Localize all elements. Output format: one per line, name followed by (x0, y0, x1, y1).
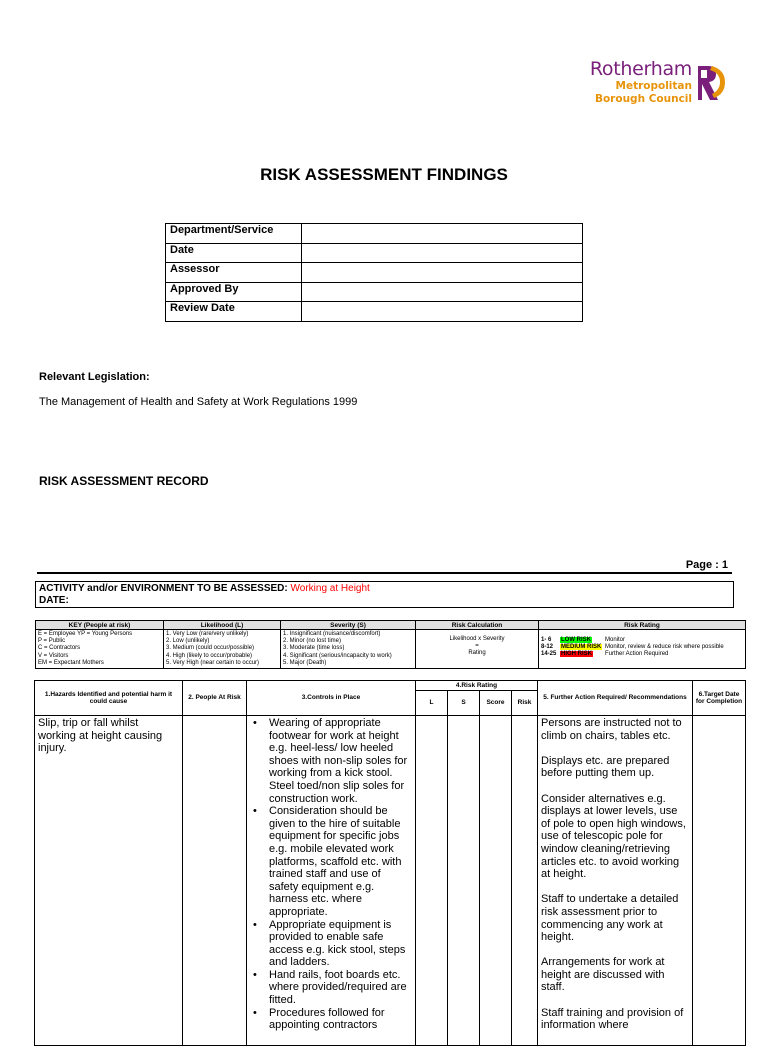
info-label: Approved By (166, 282, 302, 302)
rating-high-line (541, 651, 743, 658)
logo-r-mark-icon (696, 62, 726, 104)
info-row (166, 302, 583, 322)
key-line: 5. Major (Death) (283, 659, 327, 666)
key-header-severity: Severity (S) (281, 621, 416, 630)
key-severity-cell (281, 630, 416, 669)
key-line: 3. Moderate (time loss) (283, 645, 345, 652)
key-line: 1. Insignificant (nuisance/discomfort) (283, 631, 381, 637)
info-row (166, 224, 583, 244)
key-header-people: KEY (People at risk) (36, 621, 164, 630)
info-label: Date (166, 243, 302, 263)
header-controls: 3.Controls in Place (247, 681, 416, 716)
key-header-rating: Risk Rating (539, 621, 746, 630)
people-cell[interactable] (183, 716, 247, 1046)
activity-box (35, 581, 734, 608)
key-line: V = Visitors (38, 652, 69, 659)
key-line: EM = Expectant Mothers (38, 659, 104, 666)
legislation-label: Relevant Legislation: (39, 371, 150, 383)
key-people-cell (36, 630, 164, 669)
key-line: P = Public (38, 638, 66, 645)
header-people: 2. People At Risk (183, 681, 247, 716)
logo-text (590, 58, 692, 105)
rating-range: 14-25 (541, 651, 557, 658)
rating-label-wrap (560, 644, 605, 651)
rating-low-line (541, 637, 743, 644)
list-item: • Procedures followed for appointing contractors (250, 1007, 412, 1032)
activity-value: Working at Height (290, 583, 370, 594)
info-label: Department/Service (166, 224, 302, 244)
risk-key-table (35, 620, 746, 669)
risk-cell[interactable] (512, 716, 538, 1046)
further-action-text: Persons are instructed not to climb on chairs, tables etc. (541, 717, 682, 742)
key-line: 2. Minor (no lost time) (283, 638, 342, 645)
header-risk: Risk (512, 691, 538, 716)
key-line: 2. Low (unlikely) (166, 638, 210, 645)
further-action-text: Staff to undertake a detailed risk assessment prior to commencing any work at height. (541, 893, 679, 944)
key-line: = (475, 643, 479, 650)
rating-medium-line (541, 644, 743, 651)
logo-line-3: Borough Council (594, 92, 692, 105)
rating-range: 8-12 (541, 644, 554, 651)
controls-list (250, 717, 412, 1032)
info-value[interactable] (302, 302, 583, 322)
header-risk-rating: 4.Risk Rating (416, 681, 538, 691)
rating-action: Further Action Required (605, 651, 669, 658)
key-line: 4. High (likely to occur/probable) (166, 652, 253, 659)
list-item: • Wearing of appropriate footwear for work at height e.g. heel-less/ low heeled shoes with non-slip soles for working from a kick stool. Steel toed/non slip soles for construction work. (250, 717, 412, 805)
key-line: Likelihood x Severity (449, 636, 505, 642)
key-line: Rating (468, 650, 486, 657)
header-target-date: 6.Target Date for Completion (693, 681, 746, 716)
key-line: 3. Medium (could occur/possible) (166, 645, 255, 652)
header-further-action: 5. Further Action Required/ Recommendations (538, 681, 693, 716)
key-header-calculation: Risk Calculation (416, 621, 539, 630)
activity-date-line (39, 595, 730, 607)
s-cell[interactable] (448, 716, 480, 1046)
legislation-text: The Management of Health and Safety at Work Regulations 1999 (39, 396, 358, 408)
target-date-cell[interactable] (693, 716, 746, 1046)
rating-label-wrap (560, 637, 605, 644)
key-line: 5. Very High (near certain to occur) (166, 659, 260, 666)
rating-high-badge: HIGH RISK (561, 651, 593, 658)
key-line: 1. Very Low (rare/very unlikely) (166, 631, 249, 637)
header-l: L (416, 691, 448, 716)
activity-line (39, 583, 730, 595)
key-likelihood-cell (164, 630, 281, 669)
key-line: C = Contractors (38, 645, 81, 652)
divider (37, 572, 732, 574)
info-label: Assessor (166, 263, 302, 283)
council-logo (589, 58, 730, 110)
score-cell[interactable] (480, 716, 512, 1046)
l-cell[interactable] (416, 716, 448, 1046)
list-item: • Hand rails, foot boards etc. where provided/required are fitted. (250, 969, 412, 1007)
key-rating-cell (539, 630, 746, 669)
page-title: RISK ASSESSMENT FINDINGS (260, 165, 508, 184)
rating-range: 1- 6 (541, 637, 552, 643)
info-row (166, 243, 583, 263)
further-action-text: Consider alternatives e.g. displays at lower levels, use of pole to open high windows, use of telescopic pole for window cleaning/retrieving articles etc. to avoid working at height. (541, 792, 686, 881)
key-calculation-cell (416, 630, 539, 669)
rating-label-wrap (560, 651, 605, 658)
rating-action: Monitor, review & reduce risk where possible (605, 644, 724, 651)
risk-record-table (34, 680, 746, 1046)
header-s: S (448, 691, 480, 716)
info-value[interactable] (302, 282, 583, 302)
page-number: Page : 1 (685, 559, 728, 571)
key-header-likelihood: Likelihood (L) (164, 621, 281, 630)
list-item: • Consideration should be given to the hire of suitable equipment for specific jobs e.g. mobile elevated work platforms, scaffold etc. with trained staff and use of safety equipment e.g. harness etc. where appropriate. (250, 805, 412, 918)
header-hazards: 1.Hazards Identified and potential harm it could cause (35, 681, 183, 716)
key-line: 4. Significant (serious/incapacity to work) (283, 652, 392, 659)
activity-label: ACTIVITY and/or ENVIRONMENT TO BE ASSESSED: (39, 583, 288, 594)
key-body-row (36, 630, 746, 669)
info-row (166, 282, 583, 302)
record-title: RISK ASSESSMENT RECORD (39, 474, 209, 488)
info-value[interactable] (302, 224, 583, 244)
list-item: • Appropriate equipment is provided to enable safe access e.g. kick stool, steps and ladders. (250, 919, 412, 969)
info-row (166, 263, 583, 283)
activity-date-label: DATE: (39, 595, 69, 606)
further-action-cell[interactable] (538, 716, 693, 1046)
info-value[interactable] (302, 263, 583, 283)
info-value[interactable] (302, 243, 583, 263)
rating-medium-badge: MEDIUM RISK (561, 644, 602, 651)
key-header-row (36, 621, 746, 630)
further-action-text: Displays etc. are prepared before putting them up. (541, 754, 670, 780)
logo-line-2: Metropolitan (615, 80, 692, 92)
table-row (35, 716, 746, 1046)
logo-main-text: Rotherham (589, 58, 692, 80)
further-action-text: Staff training and provision of information where (541, 1006, 684, 1032)
header-score: Score (480, 691, 512, 716)
rating-action: Monitor (605, 637, 626, 643)
controls-cell[interactable] (247, 716, 416, 1046)
hazard-cell[interactable]: Slip, trip or fall whilst working at height causing injury. (35, 716, 183, 1046)
further-action-text: Arrangements for work at height are discussed with staff. (541, 956, 665, 994)
assessment-info-table (165, 223, 583, 322)
info-label: Review Date (166, 302, 302, 322)
record-header-row-1 (35, 681, 746, 691)
rating-low-badge: LOW RISK (561, 637, 591, 643)
key-line: E = Employee YP = Young Persons (38, 631, 133, 637)
